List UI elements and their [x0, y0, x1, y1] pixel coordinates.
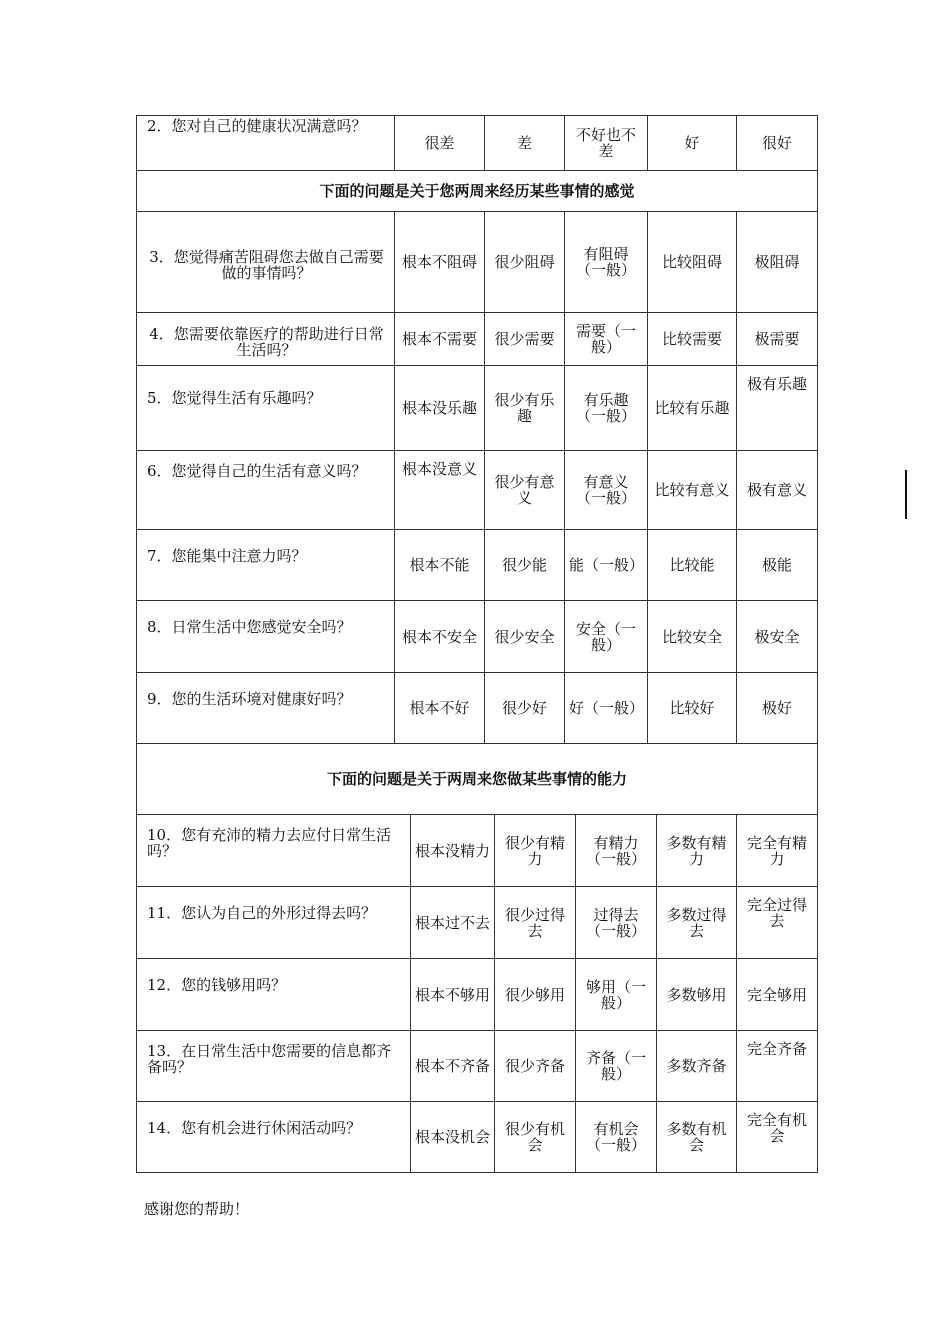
answer-option[interactable]: 极有乐趣 — [737, 366, 818, 451]
answer-option[interactable]: 比较好 — [648, 673, 737, 744]
answer-option[interactable]: 极有意义 — [737, 451, 818, 530]
section-header-row — [137, 744, 818, 815]
answer-option[interactable]: 多数有精力 — [657, 815, 737, 887]
section-heading-abilities: 下面的问题是关于两周来您做某些事情的能力 — [137, 744, 818, 815]
answer-option[interactable]: 齐备（一般） — [576, 1031, 657, 1102]
answer-option[interactable]: 比较安全 — [648, 601, 737, 673]
answer-option[interactable]: 比较阻碍 — [648, 212, 737, 313]
answer-option[interactable]: 很差 — [395, 116, 485, 171]
answer-option[interactable]: 有机会（一般） — [576, 1102, 657, 1173]
questionnaire-table-abilities — [136, 814, 818, 1173]
answer-option[interactable]: 完全有精力 — [737, 815, 818, 887]
answer-option[interactable]: 很好 — [737, 116, 818, 171]
question-text: 10．您有充沛的精力去应付日常生活吗？ — [137, 815, 411, 887]
answer-option[interactable]: 够用（一般） — [576, 959, 657, 1031]
question-text: 6．您觉得自己的生活有意义吗？ — [137, 451, 395, 530]
question-text: 13．在日常生活中您需要的信息都齐备吗？ — [137, 1031, 411, 1102]
section-header-row — [137, 171, 818, 212]
answer-option[interactable]: 很少好 — [485, 673, 565, 744]
question-row-9 — [137, 673, 818, 744]
question-text: 3．您觉得痛苦阻碍您去做自己需要做的事情吗？ — [137, 212, 395, 313]
answer-option[interactable]: 极能 — [737, 530, 818, 601]
answer-option[interactable]: 有精力（一般） — [576, 815, 657, 887]
question-row-14 — [137, 1102, 818, 1173]
question-text: 12．您的钱够用吗？ — [137, 959, 411, 1031]
answer-option[interactable]: 多数齐备 — [657, 1031, 737, 1102]
answer-option[interactable]: 根本不需要 — [395, 313, 485, 366]
answer-option[interactable]: 极阻碍 — [737, 212, 818, 313]
answer-option[interactable]: 根本不能 — [395, 530, 485, 601]
question-text: 4．您需要依靠医疗的帮助进行日常生活吗？ — [137, 313, 395, 366]
answer-option[interactable]: 好（一般） — [565, 673, 648, 744]
question-row-10 — [137, 815, 818, 887]
answer-option[interactable]: 根本不够用 — [411, 959, 495, 1031]
question-text: 5．您觉得生活有乐趣吗？ — [137, 366, 395, 451]
question-text: 8．日常生活中您感觉安全吗？ — [137, 601, 395, 673]
question-text: 9．您的生活环境对健康好吗？ — [137, 673, 395, 744]
answer-option[interactable]: 差 — [485, 116, 565, 171]
question-row-6 — [137, 451, 818, 530]
answer-option[interactable]: 极需要 — [737, 313, 818, 366]
answer-option[interactable]: 根本不安全 — [395, 601, 485, 673]
answer-option[interactable]: 很少能 — [485, 530, 565, 601]
answer-option[interactable]: 多数够用 — [657, 959, 737, 1031]
answer-option[interactable]: 根本不好 — [395, 673, 485, 744]
answer-option[interactable]: 很少阻碍 — [485, 212, 565, 313]
question-row-13 — [137, 1031, 818, 1102]
answer-option[interactable]: 完全齐备 — [737, 1031, 818, 1102]
answer-option[interactable]: 很少有意义 — [485, 451, 565, 530]
answer-option[interactable]: 根本不阻碍 — [395, 212, 485, 313]
answer-option[interactable]: 需要（一般） — [565, 313, 648, 366]
answer-option[interactable]: 很少齐备 — [495, 1031, 576, 1102]
answer-option[interactable]: 好 — [648, 116, 737, 171]
answer-option[interactable]: 很少有机会 — [495, 1102, 576, 1173]
answer-option[interactable]: 比较有乐趣 — [648, 366, 737, 451]
answer-option[interactable]: 不好也不差 — [565, 116, 648, 171]
answer-option[interactable]: 很少需要 — [485, 313, 565, 366]
answer-option[interactable]: 有乐趣（一般） — [565, 366, 648, 451]
question-row-11 — [137, 887, 818, 959]
answer-option[interactable]: 很少有精力 — [495, 815, 576, 887]
question-text: 14．您有机会进行休闲活动吗？ — [137, 1102, 411, 1173]
text-cursor-bar — [905, 470, 907, 519]
question-row-12 — [137, 959, 818, 1031]
answer-option[interactable]: 安全（一般） — [565, 601, 648, 673]
answer-option[interactable]: 多数有机会 — [657, 1102, 737, 1173]
answer-option[interactable]: 很少有乐趣 — [485, 366, 565, 451]
answer-option[interactable]: 极好 — [737, 673, 818, 744]
answer-option[interactable]: 根本没乐趣 — [395, 366, 485, 451]
answer-option[interactable]: 多数过得去 — [657, 887, 737, 959]
question-row-5 — [137, 366, 818, 451]
answer-option[interactable]: 能（一般） — [565, 530, 648, 601]
question-row-4 — [137, 313, 818, 366]
answer-option[interactable]: 根本没意义 — [395, 451, 485, 530]
question-row-8 — [137, 601, 818, 673]
question-text: 7．您能集中注意力吗？ — [137, 530, 395, 601]
answer-option[interactable]: 有阻碍（一般） — [565, 212, 648, 313]
answer-option[interactable]: 根本没精力 — [411, 815, 495, 887]
answer-option[interactable]: 完全有机会 — [737, 1102, 818, 1173]
questionnaire-table-feelings — [136, 115, 818, 815]
answer-option[interactable]: 根本过不去 — [411, 887, 495, 959]
answer-option[interactable]: 有意义（一般） — [565, 451, 648, 530]
answer-option[interactable]: 比较能 — [648, 530, 737, 601]
answer-option[interactable]: 极安全 — [737, 601, 818, 673]
answer-option[interactable]: 很少安全 — [485, 601, 565, 673]
question-row-2 — [137, 116, 818, 171]
answer-option[interactable]: 完全够用 — [737, 959, 818, 1031]
answer-option[interactable]: 根本不齐备 — [411, 1031, 495, 1102]
question-text: 2．您对自己的健康状况满意吗？ — [137, 116, 395, 171]
section-heading-feelings: 下面的问题是关于您两周来经历某些事情的感觉 — [137, 171, 818, 212]
question-row-3 — [137, 212, 818, 313]
question-text: 11．您认为自己的外形过得去吗？ — [137, 887, 411, 959]
answer-option[interactable]: 很少过得去 — [495, 887, 576, 959]
answer-option[interactable]: 很少够用 — [495, 959, 576, 1031]
answer-option[interactable]: 根本没机会 — [411, 1102, 495, 1173]
thank-you-note: 感谢您的帮助！ — [144, 1200, 250, 1218]
answer-option[interactable]: 比较需要 — [648, 313, 737, 366]
question-row-7 — [137, 530, 818, 601]
answer-option[interactable]: 完全过得去 — [737, 887, 818, 959]
answer-option[interactable]: 过得去（一般） — [576, 887, 657, 959]
answer-option[interactable]: 比较有意义 — [648, 451, 737, 530]
